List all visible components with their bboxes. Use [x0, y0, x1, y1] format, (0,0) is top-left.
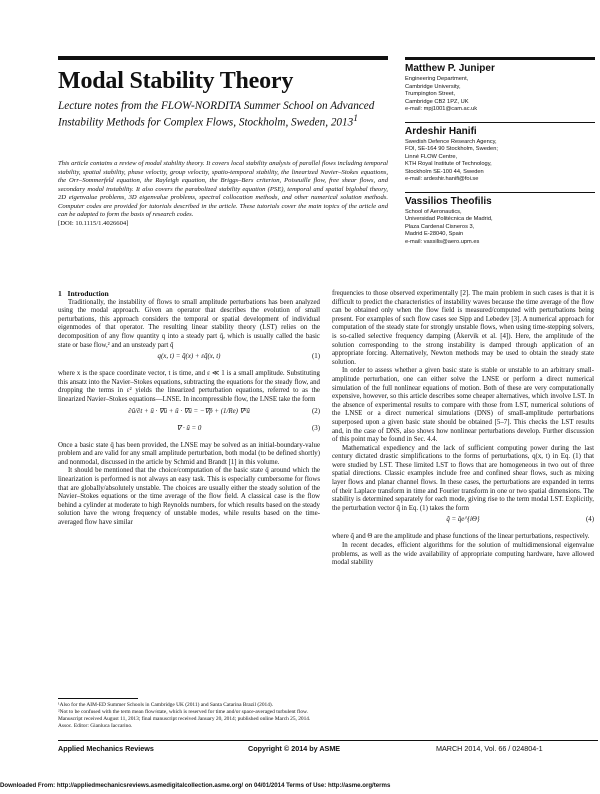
author-name: Vassilios Theofilis: [405, 195, 492, 207]
paragraph: Once a basic state q̄ has been provided, the LNSE may be solved as an initial-boundary-value problem and are valid for any small amplitude perturbation, both modal (to be defined shortly) and nonmodal, discussed in the article by Schmid and Brandt [1] in this volume.: [58, 441, 320, 466]
abstract-text: This article contains a review of modal stability theory. It covers local stability analysis of parallel flows including temporal stability, spatial stability, phase velocity, group velocity, spatio-temporal stability, the linearized Navier–Stokes equations, the Orr–Sommerfeld equation, the Rayleigh equation, the Briggs–Bers criterion, Poiseuille flow, free shear flows, and secondary modal instability. It also covers the parabolized stability equation (PSE), temporal and spatial biglobal theory, 2D eigenvalue problems, 3D eigenvalue problems, spectral collocation methods, and other numerical solution methods. Computer codes are provided for tutorials described in the article. These tutorials cover the main topics of the article and can be adapted to form the basis of research codes.: [58, 160, 388, 218]
footnote-rule: [58, 698, 138, 699]
equation-number: (2): [311, 407, 320, 415]
affiliation-line: Engineering Department,: [405, 76, 469, 82]
paragraph: In recent decades, efficient algorithms for the solution of multidimensional eigenvalue problems, as well as the wide availability of appropriate computing hardware, have allowed modal stability: [332, 542, 594, 567]
left-column: [58, 290, 320, 527]
download-notice[interactable]: Downloaded From: http://appliedmechanicsreviews.asmedigitalcollection.asme.org/ on 04/01/2014 Terms of Use: http://asme.org/terms: [0, 782, 391, 789]
affiliation-line: Stockholm SE-100 44, Sweden: [405, 168, 484, 175]
affiliation-line: Madrid E-28040, Spain: [405, 231, 464, 237]
section-title: Introduction: [67, 289, 109, 298]
subtitle-footnote-mark: 1: [353, 114, 358, 124]
author-rule: [405, 192, 595, 193]
section-number: 1: [58, 289, 62, 298]
affiliation-line: Cambridge University,: [405, 83, 461, 90]
paragraph: where q̂ and Θ are the amplitude and phase functions of the linear perturbations, respectively.: [332, 533, 590, 541]
author-rule: [405, 122, 595, 123]
equation-number: (3): [311, 424, 320, 432]
affiliation-line: Cambridge CB2 1PZ, UK: [405, 98, 469, 105]
author-email[interactable]: e-mail: ardeshir.hanifi@foi.se: [405, 176, 479, 182]
author-email[interactable]: e-mail: mpj1001@cam.ac.uk: [405, 106, 478, 112]
author-affiliation: [405, 76, 595, 114]
affiliation-line: Linné FLOW Centre,: [405, 153, 458, 160]
abstract: [58, 160, 388, 228]
article-title: Modal Stability Theory: [58, 68, 294, 94]
footnote: ¹Also for the AIM-ED Summer Schools in Cambridge UK (2011) and Santa Catarina Brazil (2014).: [58, 702, 274, 708]
equation-number: (4): [585, 516, 594, 524]
affiliation-line: School of Aeronautics,: [405, 208, 462, 215]
author-name: Matthew P. Juniper: [405, 63, 495, 74]
equation-body: q̃ = q̂e^{iΘ}: [446, 516, 480, 524]
footer-rule: [58, 740, 598, 741]
issue-info: MARCH 2014, Vol. 66 / 024804-1: [436, 744, 543, 753]
paragraph: In order to assess whether a given basic state is stable or unstable to an arbitrary small-amplitude perturbation, one can either solve the LNSE or perform a direct numerical simulation of the full nonlinear equations of motion. Both of these are very computationally expensive, however, so this article describes some cheaper alternatives, which involve LST. In the absence of experimental results to compare with those from LST, numerical solutions of the LNSE or a direct numerical simulations (DNS) of small-amplitude perturbations superposed upon a given basic state should be obtained [5–7]. This checks the LST results and, in the case of DNS, also shows how nonlinear perturbations develop. Further discussion of this point may be found in Sec. 4.4.: [332, 367, 594, 444]
affiliation-line: Plaza Cardenal Cisneros 3,: [405, 223, 475, 230]
paragraph: It should be mentioned that the choice/computation of the basic state q̄ around which the linearization is performed is not always an easy task. This is especially cumbersome for flows that are globally/absolutely unstable. The choices are usually either the steady solution of the Navier–Stokes equations or the time average of the flow field. A classical case is the flow behind a cylinder at moderate to high Reynolds numbers, for which results based on the steady solution have the wrong frequency of unstable modes, while results based on the time-averaged flow have similar: [58, 467, 320, 526]
footnotes: [58, 702, 320, 730]
paragraph: Traditionally, the instability of flows to small amplitude perturbations has been analyzed using the modal approach. Given an operator that describes the evolution of small perturbations, this approach considers the temporal or spatial development of individual eigenmodes of that operator. The resulting linear stability theory (LST) relies on the decomposition of any flow quantity q into a steady part q̄, which is usually called the basic state or base flow,² and an unsteady part q̃: [58, 298, 320, 349]
equation-3: [58, 425, 320, 439]
author-column: [405, 57, 595, 254]
section-heading: [58, 290, 320, 299]
equation-1: [58, 353, 320, 367]
author-name: Ardeshir Hanifi: [405, 125, 477, 137]
equation-number: (1): [311, 353, 320, 361]
affiliation-line: FOI, SE-164 90 Stockholm, Sweden;: [405, 146, 498, 152]
title-rule: [58, 56, 388, 60]
equation-body: q(x, t) = q̄(x) + εq̃(x, t): [157, 353, 221, 361]
copyright: Copyright © 2014 by ASME: [248, 744, 341, 753]
author-affiliation: [405, 139, 595, 184]
subtitle-text: Lecture notes from the FLOW-NORDITA Summer School on Advanced Instability Methods for Complex Flows, Stockholm, Sweden, 2013: [58, 100, 375, 129]
affiliation-line: Trumpington Street,: [405, 91, 456, 97]
affiliation-line: KTH Royal Institute of Technology,: [405, 161, 492, 167]
paragraph: Mathematical expediency and the lack of sufficient computing power during the last century dictated drastic simplifications to the forms of perturbations, q(x, t) in Eq. (1) that were studied by LST. These limited LST to flows that are homogeneous in two out of three spatial directions. Classic examples include free and confined shear flows, such as mixing layer flows and planar channel flows. In these cases, the perturbations are expanded in terms of their Laplace transform in time and Fourier transform in one or two spatial dimensions. The stability is determined separately for each mode, giving rise to the term modal LST. Explicitly, the perturbation vector q̃ in Eq. (1) takes the form: [332, 444, 594, 512]
author-rule: [405, 57, 595, 60]
doi-link[interactable]: [DOI: 10.1115/1.4026604]: [58, 219, 129, 227]
equation-body: ∇ · ũ = 0: [176, 424, 202, 432]
equation-4: [332, 516, 594, 530]
affiliation-line: Swedish Defence Research Agency,: [405, 138, 497, 145]
article-subtitle: [58, 100, 388, 130]
paragraph: frequencies to those observed experimentally [2]. The main problem in such cases is that it is difficult to predict the characteristics of instability waves because the time average of the flow can be obtained only when the flow field is measured/computed with perturbations being present. For examples of such flow cases see Sipp and Lebedev [3]. A numerical approach for computation of the steady state for strongly unstable flows, when using time-stepping solvers, is so-called selective frequency damping (Åkervik et al. [4]). Here, the amplitude of the solution corresponding to the strong instability is damped through application of an appropriate forcing. Alternatively, Newton methods may be used to obtain the steady state solution.: [332, 290, 594, 366]
author-affiliation: [405, 209, 595, 247]
equation-2: [58, 408, 320, 422]
author-email[interactable]: e-mail: vassilis@aero.upm.es: [405, 238, 480, 245]
paragraph: where x is the space coordinate vector, t is time, and ε ≪ 1 is a small amplitude. Substituting this ansatz into the Navier–Stokes equations, subtracting the equations for the steady flow, and dropping the terms in ε² yields the linearized perturbation equations, referred to as the linearized Navier–Stokes equations—LNSE. In incompressible flow, the LNSE take the form: [58, 370, 320, 403]
manuscript-note: Manuscript received August 11, 2013; final manuscript received January 20, 2014; published online March 25, 2014. Assoc. Editor: Gianluca Iaccarino.: [58, 716, 311, 729]
right-column: [332, 290, 594, 568]
journal-name: Applied Mechanics Reviews: [58, 744, 154, 753]
equation-body: ∂ũ/∂t + ū · ∇ũ + ũ · ∇ū = −∇p̃ + (1/Re) ∇²ũ: [128, 407, 250, 415]
affiliation-line: Universidad Politécnica de Madrid,: [405, 216, 493, 222]
footnote: ²Not to be confused with the term mean flow/state, which is reserved for time and/or space-averaged turbulent flow.: [58, 709, 308, 715]
